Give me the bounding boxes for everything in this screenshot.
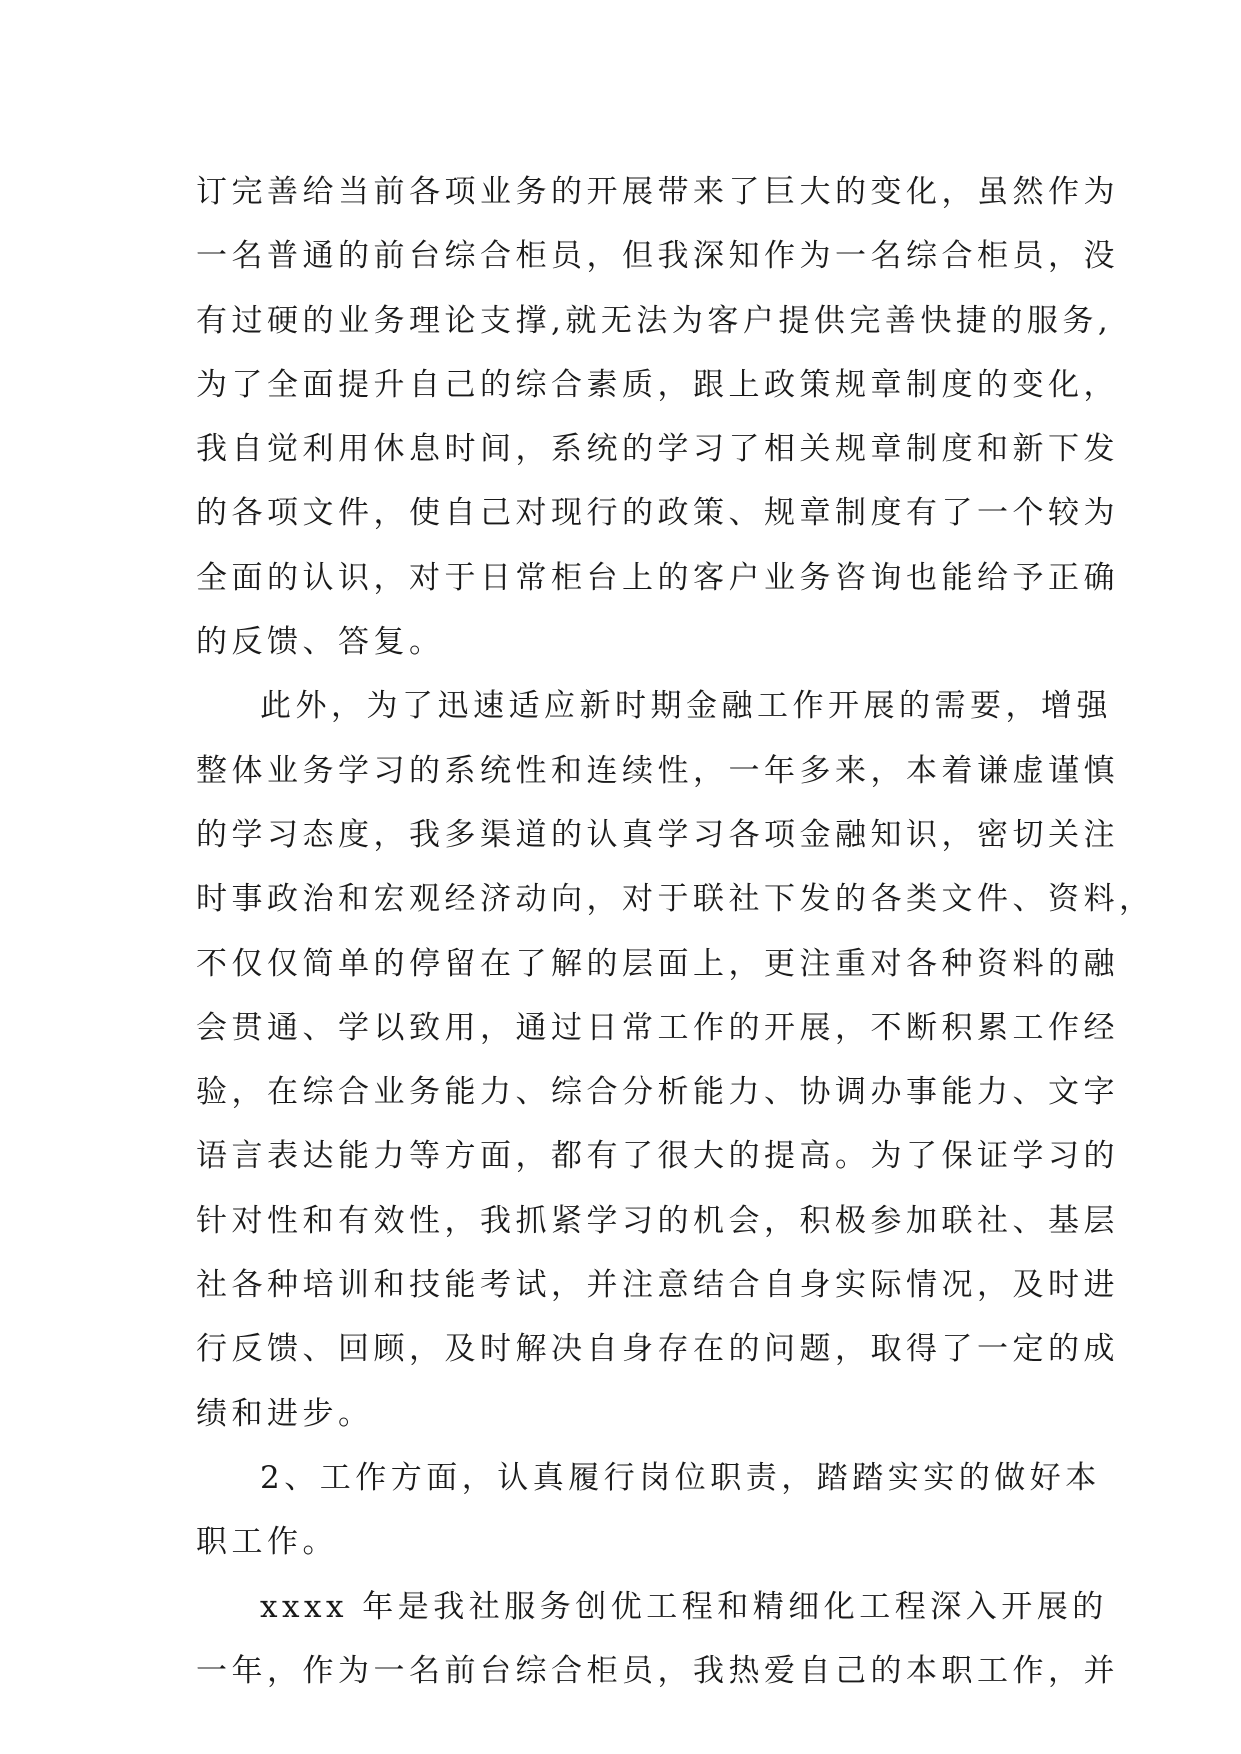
text-line: 行反馈、回顾，及时解决自身存在的问题，取得了一定的成 [196,1331,1119,1368]
text-line: 为了全面提升自己的综合素质，跟上政策规章制度的变化， [196,366,1119,403]
text-line: 的学习态度，我多渠道的认真学习各项金融知识，密切关注 [196,816,1119,853]
text-line: 职工作。 [196,1524,338,1561]
text-line: 整体业务学习的系统性和连续性，一年多来，本着谦虚谨慎 [196,752,1119,789]
text-line: 时事政治和宏观经济动向，对于联社下发的各类文件、资料， [196,881,1155,918]
text-line: 不仅仅简单的停留在了解的层面上，更注重对各种资料的融 [196,945,1119,982]
text-line: 我自觉利用休息时间，系统的学习了相关规章制度和新下发 [196,431,1119,468]
text-line: 一年，作为一名前台综合柜员，我热爱自己的本职工作，并 [196,1652,1119,1689]
paragraph-start-line: xxxx 年是我社服务创优工程和精细化工程深入开展的 [260,1588,1108,1625]
text-line: 社各种培训和技能考试，并注意结合自身实际情况，及时进 [196,1267,1119,1304]
text-line: 绩和进步。 [196,1395,374,1432]
document-body [196,160,1155,1703]
paragraph-start-line: 此外，为了迅速适应新时期金融工作开展的需要，增强 [260,688,1112,725]
section-heading-line: 2、工作方面，认真履行岗位职责，踏踏实实的做好本 [260,1459,1101,1496]
text-line: 订完善给当前各项业务的开展带来了巨大的变化，虽然作为 [196,174,1119,210]
text-line: 有过硬的业务理论支撑,就无法为客户提供完善快捷的服务, [196,302,1113,339]
text-line: 验，在综合业务能力、综合分析能力、协调办事能力、文字 [196,1074,1119,1111]
text-line: 语言表达能力等方面，都有了很大的提高。为了保证学习的 [196,1138,1119,1175]
text-line: 会贯通、学以致用，通过日常工作的开展，不断积累工作经 [196,1009,1119,1046]
text-line: 的各项文件，使自己对现行的政策、规章制度有了一个较为 [196,495,1119,532]
text-line: 全面的认识，对于日常柜台上的客户业务咨询也能给予正确 [196,559,1119,596]
text-line: 的反馈、答复。 [196,624,445,661]
text-line: 一名普通的前台综合柜员，但我深知作为一名综合柜员，没 [196,238,1119,275]
text-line: 针对性和有效性，我抓紧学习的机会，积极参加联社、基层 [196,1202,1119,1239]
